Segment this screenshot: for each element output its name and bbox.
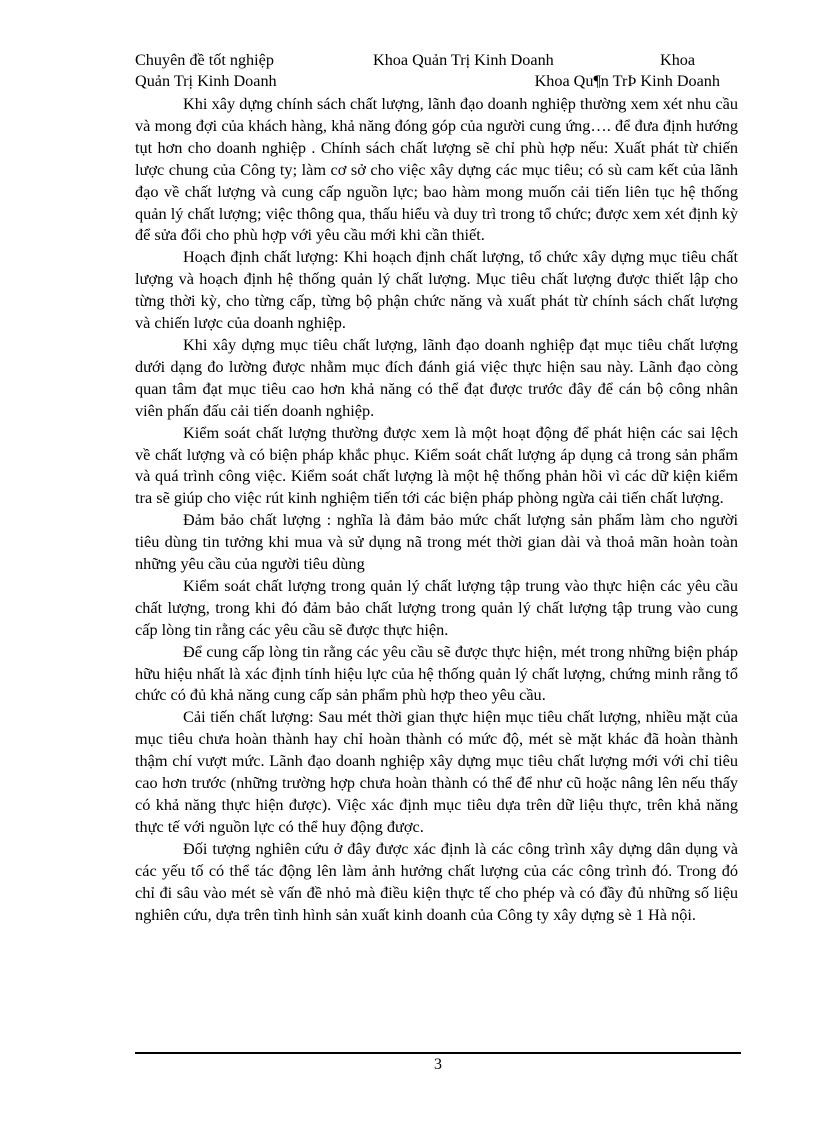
paragraph-quality-planning: Hoạch định chất lượng: Khi hoạch định chất lượng, tổ chức xây dựng mục tiêu chất lượng và hoạch định hệ thống quản lý chất lượng. Mục tiêu chất lượng được thiết lập cho từng thời kỳ, cho từng cấp, từng bộ phận chức năng và xuất phát từ chính sách chất lượng và chiến lược của doanh nghiệp.: [135, 247, 738, 333]
paragraph-quality-control: Kiểm soát chất lượng thường được xem là một hoạt động để phát hiện các sai lệch về chất lượng và có biện pháp khắc phục. Kiểm soát chất lượng áp dụng cả trong sản phẩm và quá trình công việc. Kiểm soát chất lượng là một hệ thống phản hồi vì các dữ kiện kiểm tra sẽ giúp cho việc rút kinh nghiệm tiến tới các biện pháp phòng ngừa cải tiến chất lượng.: [135, 422, 738, 508]
header-faculty-prefix: Khoa: [660, 51, 696, 69]
header-thesis-label: Chuyên đề tốt nghiệp: [135, 51, 274, 69]
page-number: 3: [434, 1056, 442, 1073]
paragraph-confidence-measures: Để cung cấp lòng tin rằng các yêu cầu sẽ được thực hiện, mét trong những biện pháp hữu hiệu nhất là xác định tính hiệu lực của hệ thống quản lý chất lượng, chứng minh rằng tổ chức có đủ khả năng cung cấp sản phẩm phù hợp theo yêu cầu.: [135, 641, 738, 705]
paragraph-control-vs-assurance: Kiểm soát chất lượng trong quản lý chất lượng tập trung vào thực hiện các yêu cầu chất lượng, trong khi đó đảm bảo chất lượng trong quản lý chất lượng tập trung vào cung cấp lòng tin rằng các yêu cầu sẽ được thực hiện.: [135, 575, 738, 639]
footer-rule: [135, 1052, 741, 1054]
header-faculty-garbled: Khoa Qu¶n TrÞ Kinh Doanh: [534, 72, 720, 90]
paragraph-quality-assurance: Đảm bảo chất lượng : nghĩa là đảm bảo mức chất lượng sản phẩm làm cho người tiêu dùng tin tưởng khi mua và sử dụng nã trong mét thời gian dài và thoả mãn hoàn toàn những yêu cầu của người tiêu dùng: [135, 510, 738, 574]
running-header-line-2: [135, 70, 740, 92]
paragraph-quality-objectives: Khi xây dựng mục tiêu chất lượng, lãnh đạo doanh nghiệp đạt mục tiêu chất lượng dưới dạng đo lường được nhằm mục đích đánh giá việc thực hiện sau này. Lãnh đạo còng quan tâm đạt mục tiêu cao hơn khả năng có thể đạt được trước đây để cán bộ công nhân viên phấn đấu cải tiến doanh nghiệp.: [135, 334, 738, 420]
paragraph-research-subject: Đối tượng nghiên cứu ở đây được xác định là các công trình xây dựng dân dụng và các yếu tố có thể tác động lên làm ảnh hưởng chất lượng của các công trình đó. Trong đó chỉ đi sâu vào mét sè vấn đề nhỏ mà điều kiện thực tế cho phép và có đầy đủ những số liệu nghiên cứu, dựa trên tình hình sản xuất kinh doanh của Công ty xây dựng sè 1 Hà nội.: [135, 838, 738, 924]
paragraph-quality-improvement: Cải tiến chất lượng: Sau mét thời gian thực hiện mục tiêu chất lượng, nhiều mặt của mục tiêu chưa hoàn thành hay chỉ hoàn thành có mức độ, mét sè mặt khác đã hoàn thành thậm chí vượt mức. Lãnh đạo doanh nghiệp xây dựng mục tiêu chất lượng mới với chỉ tiêu cao hơn trước (những trường hợp chưa hoàn thành có thể để như cũ hoặc nâng lên nếu thấy có khả năng thực hiện được). Việc xác định mục tiêu dựa trên dữ liệu thực, trên khả năng thực tế với nguồn lực có thể huy động được.: [135, 707, 738, 836]
header-faculty-continuation: Quản Trị Kinh Doanh: [135, 72, 277, 90]
running-header-line-1: [135, 49, 740, 71]
header-faculty-label: Khoa Quản Trị Kinh Doanh: [373, 51, 554, 69]
paragraph-quality-policy: Khi xây dựng chính sách chất lượng, lãnh đạo doanh nghiệp thường xem xét nhu cầu và mong đợi của khách hàng, khả năng đóng góp của người cung ứng…. để đưa định hướng tụt hơn cho doanh nghiệp . Chính sách chất lượng sẽ chỉ phù hợp nếu: Xuất phát từ chiến lược chung của Công ty; làm cơ sở cho việc xây dựng các mục tiêu; có sù cam kết của lãnh đạo về chất lượng và cung cấp nguồn lực; bao hàm mong muốn cải tiến liên tục hệ thống quản lý chất lượng; việc thông qua, thấu hiểu và duy trì trong tổ chức; được xem xét định kỳ để sửa đổi cho phù hợp với yêu cầu mới khi cần thiết.: [135, 94, 738, 245]
body-text: [135, 93, 738, 925]
